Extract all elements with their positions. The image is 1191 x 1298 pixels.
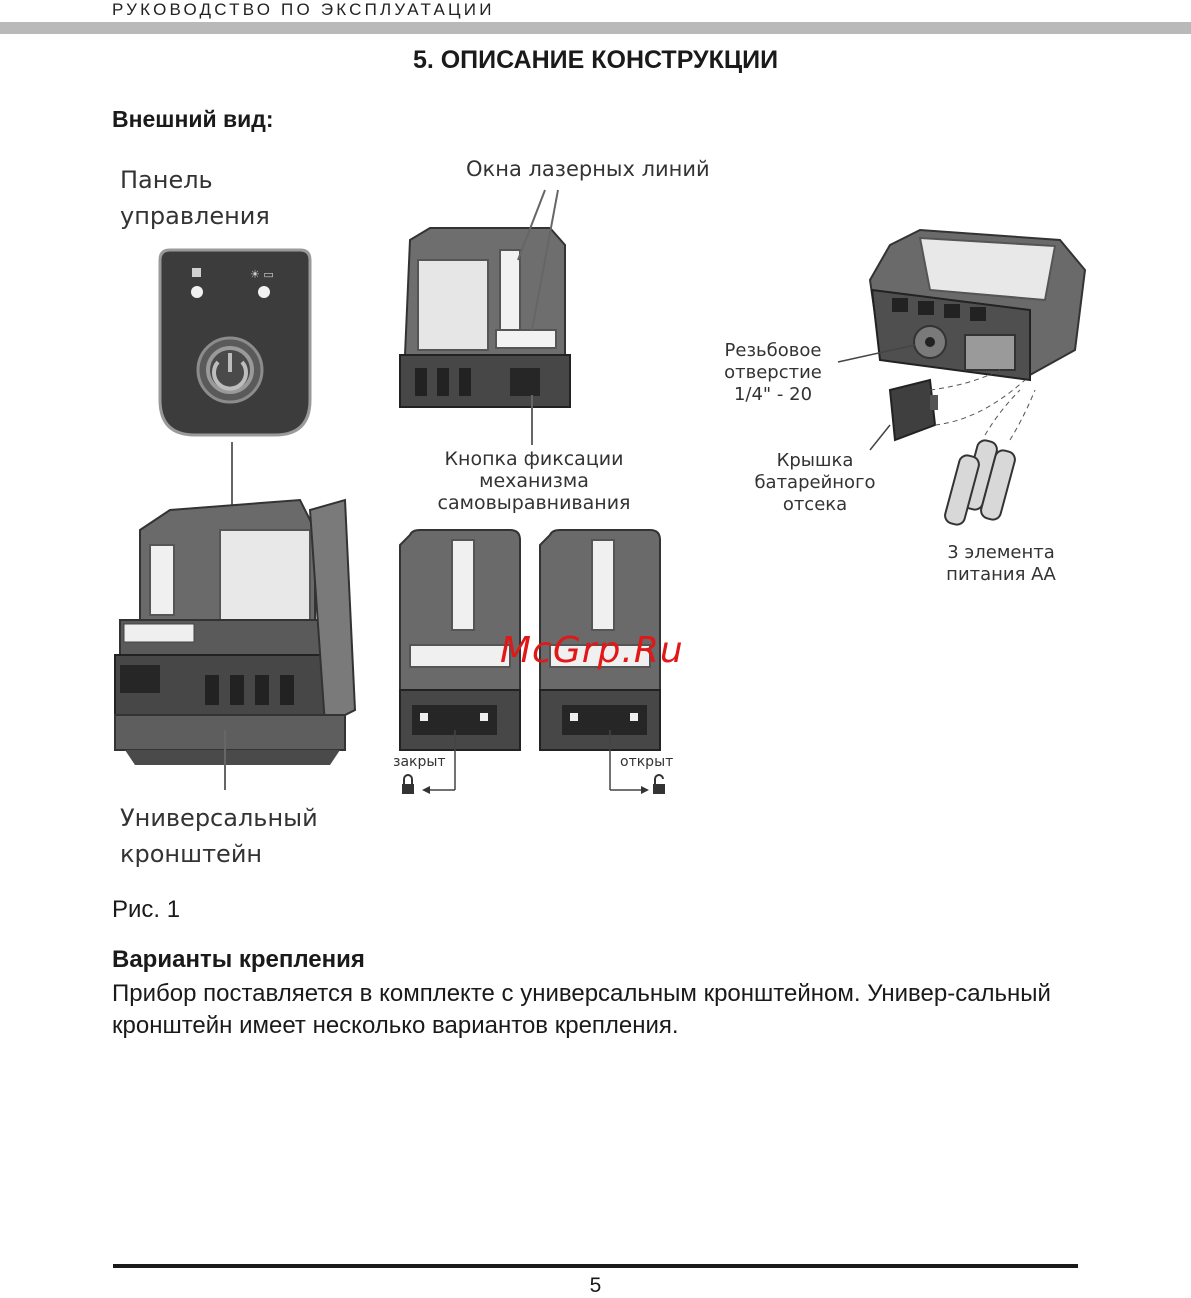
label-lock-button: Кнопка фиксации механизма самовыравнивания [437,448,631,514]
label-bracket: Универсальный кронштейн [120,804,318,868]
page-number: 5 [589,1274,602,1297]
appearance-heading: Внешний вид: [112,106,274,132]
aa-batteries-illustration [943,439,1016,527]
lock-closed-icon [402,784,414,794]
label-thread-hole: Резьбовое отверстие 1/4" - 20 [724,340,822,405]
label-control-panel: Панель управления [120,166,270,230]
battery-cover-illustration [890,380,938,440]
device-illustration [100,150,1100,890]
control-panel-illustration [160,250,310,435]
running-header: РУКОВОДСТВО ПО ЭКСПЛУАТАЦИИ [112,0,495,19]
device-bottom-view-illustration [870,230,1085,380]
mounting-body: Прибор поставляется в комплекте с универсальным кронштейном. Универ-сальный кронштейн имеет несколько вариантов крепления. [112,980,1051,1039]
laser-level-front-illustration [400,228,570,407]
mounting-heading: Варианты крепления [112,946,365,973]
label-laser-windows: Окна лазерных линий [466,157,710,181]
label-open: открыт [620,754,674,770]
watermark: McGrp.Ru [500,630,684,671]
power-indicator-icon [258,286,270,298]
lock-open-icon [653,784,665,794]
laser-level-with-bracket-illustration [115,500,355,765]
svg-text:☀ ▭: ☀ ▭ [250,268,274,281]
label-batteries: 3 элемента питания АА [946,542,1056,585]
label-battery-cover: Крышка батарейного отсека [754,450,876,515]
label-closed: закрыт [393,754,446,770]
header-bar [0,22,1191,34]
section-title: 5. ОПИСАНИЕ КОНСТРУКЦИИ [412,46,779,74]
figure-caption: Рис. 1 [112,896,181,923]
footer-rule [113,1264,1078,1268]
lock-indicator-icon [191,286,203,298]
figure-1 [100,150,1100,890]
